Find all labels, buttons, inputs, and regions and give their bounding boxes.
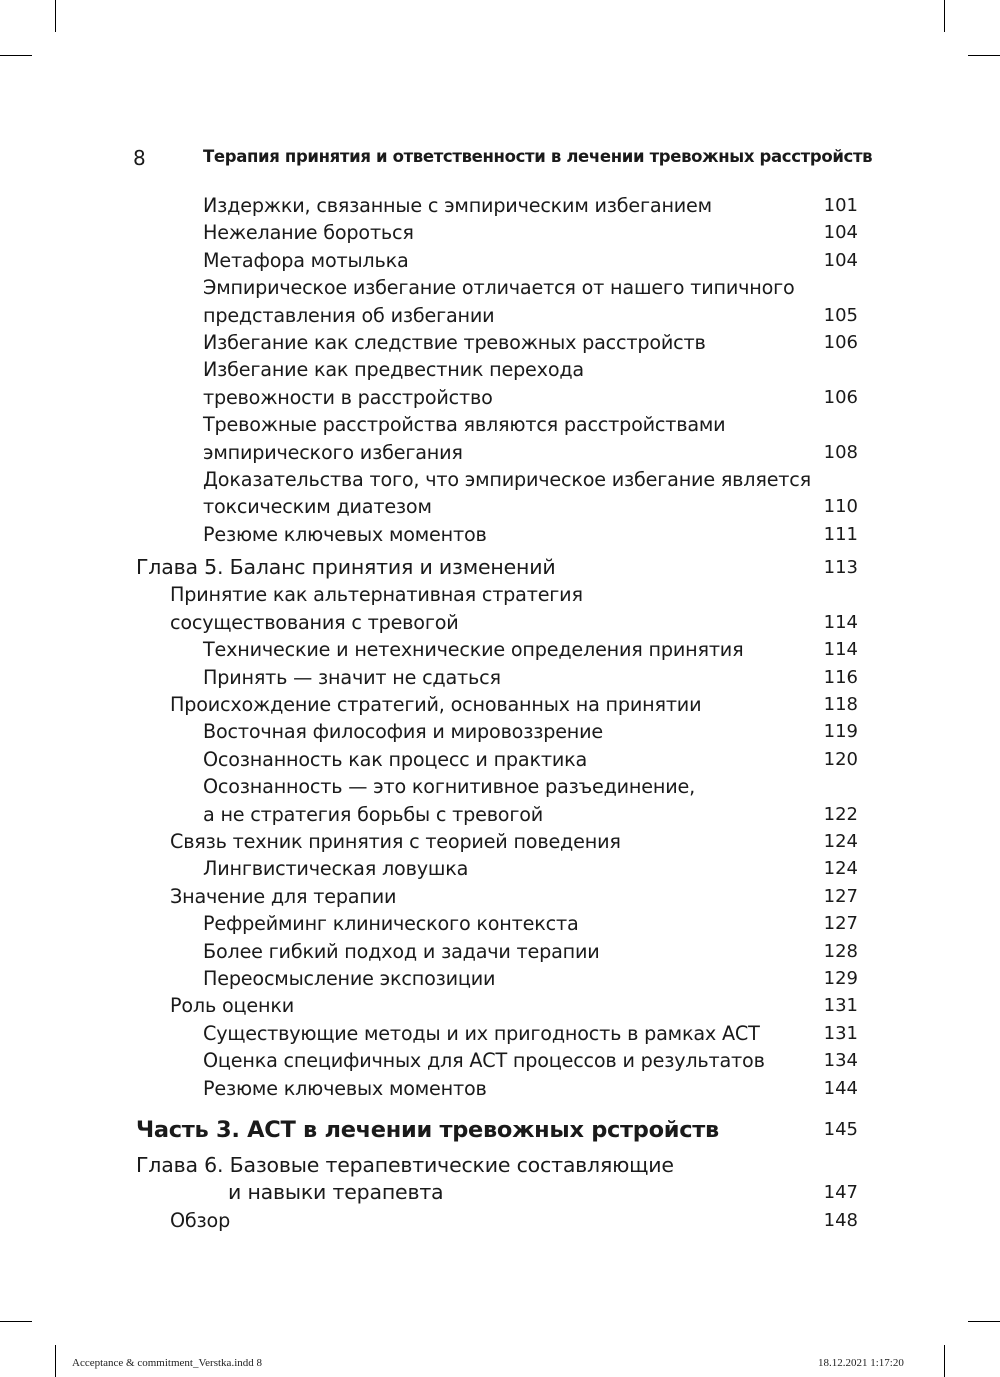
toc-entry	[0, 356, 1000, 411]
toc-entry-page: 104	[823, 222, 858, 244]
toc-entry-page: 148	[823, 1209, 858, 1231]
crop-mark	[944, 1345, 945, 1377]
toc-entry-page: 129	[823, 967, 858, 989]
toc-entry	[0, 691, 1000, 718]
toc-entry-title: Глава 5. Баланс принятия и изменений	[136, 555, 556, 580]
toc-entry-title: Связь техник принятия с теорией поведения	[170, 829, 621, 853]
toc-entry-page: 116	[823, 666, 858, 688]
toc-entry-page: 134	[823, 1050, 858, 1072]
toc-entry-title: представления об избегании	[203, 303, 495, 327]
toc-entry-title: Происхождение стратегий, основанных на принятии	[170, 693, 702, 717]
toc-entry	[0, 965, 1000, 992]
toc-entry-title: Принять — значит не сдаться	[203, 665, 501, 689]
crop-mark	[968, 55, 1000, 56]
toc-entry-page: 114	[823, 611, 858, 633]
toc-entry-title: Глава 6. Базовые терапевтические составляющие	[136, 1152, 674, 1177]
crop-mark	[0, 55, 32, 56]
slug-filename: Acceptance & commitment_Verstka.indd 8	[72, 1357, 262, 1369]
toc-entry-title: Часть 3. АСТ в лечении тревожных рстройств	[136, 1116, 719, 1143]
toc-entry-page: 147	[823, 1182, 858, 1204]
toc-entry	[0, 521, 1000, 548]
toc-entry	[0, 1152, 1000, 1207]
slug-datetime: 18.12.2021 1:17:20	[818, 1357, 904, 1369]
toc-entry	[0, 938, 1000, 965]
toc-entry	[0, 746, 1000, 773]
toc-entry-title: токсическим диатезом	[203, 495, 432, 519]
toc-entry-title: Переосмысление экспозиции	[203, 966, 496, 990]
toc-entry-title: Осознанность — это когнитивное разъединение,	[203, 775, 695, 799]
toc-entry	[0, 581, 1000, 636]
toc-entry-page: 110	[823, 496, 858, 518]
running-title: Терапия принятия и ответственности в лечении тревожных расстройств	[203, 147, 873, 166]
toc-entry-title: Рефрейминг клинического контекста	[203, 912, 579, 936]
toc-entry	[0, 1047, 1000, 1074]
toc-entry	[0, 192, 1000, 219]
table-of-contents	[0, 192, 1000, 1234]
toc-entry-title: и навыки терапевта	[228, 1180, 444, 1205]
toc-entry-title: Лингвистическая ловушка	[203, 857, 469, 881]
crop-mark	[55, 0, 56, 32]
toc-entry-page: 131	[823, 995, 858, 1017]
toc-entry-title: Доказательства того, что эмпирическое избегание является	[203, 467, 811, 491]
toc-entry-title: Эмпирическое избегание отличается от нашего типичного	[203, 276, 795, 300]
toc-entry-title: Резюме ключевых моментов	[203, 522, 487, 546]
toc-entry-title: Осознанность как процесс и практика	[203, 747, 588, 771]
toc-entry-page: 105	[823, 304, 858, 326]
toc-entry-page: 106	[823, 331, 858, 353]
toc-entry	[0, 992, 1000, 1019]
page-number: 8	[133, 146, 146, 170]
toc-entry-page: 124	[823, 858, 858, 880]
toc-entry	[0, 636, 1000, 663]
toc-entry	[0, 773, 1000, 828]
toc-entry-page: 113	[823, 557, 858, 579]
toc-entry	[0, 219, 1000, 246]
toc-entry-title: Обзор	[170, 1208, 231, 1232]
crop-mark	[968, 1321, 1000, 1322]
crop-mark	[944, 0, 945, 32]
toc-entry	[0, 274, 1000, 329]
toc-entry	[0, 554, 1000, 581]
toc-entry-title: Восточная философия и мировоззрение	[203, 720, 604, 744]
toc-entry-title: Избегание как следствие тревожных расстройств	[203, 330, 706, 354]
toc-entry-page: 144	[823, 1077, 858, 1099]
toc-entry	[0, 1207, 1000, 1234]
toc-entry-title: Оценка специфичных для АСТ процессов и результатов	[203, 1049, 765, 1073]
toc-entry-page: 114	[823, 639, 858, 661]
toc-entry-page: 101	[823, 195, 858, 216]
toc-entry	[0, 247, 1000, 274]
toc-entry-title: Роль оценки	[170, 994, 294, 1018]
toc-entry	[0, 1114, 1000, 1146]
toc-entry	[0, 329, 1000, 356]
toc-entry-title: эмпирического избегания	[203, 440, 463, 464]
toc-entry	[0, 883, 1000, 910]
toc-entry	[0, 466, 1000, 521]
toc-entry-page: 128	[823, 940, 858, 962]
toc-entry	[0, 411, 1000, 466]
toc-entry	[0, 664, 1000, 691]
toc-entry-title: Существующие методы и их пригодность в рамках АСТ	[203, 1021, 760, 1045]
toc-entry-page: 122	[823, 803, 858, 825]
toc-entry-page: 118	[823, 694, 858, 716]
toc-entry-page: 119	[823, 721, 858, 743]
toc-entry-title: Тревожные расстройства являются расстройствами	[203, 413, 726, 437]
toc-entry-page: 111	[823, 523, 858, 545]
toc-entry-page: 124	[823, 830, 858, 852]
crop-mark	[0, 1321, 32, 1322]
toc-entry-title: Издержки, связанные с эмпирическим избеганием	[203, 194, 712, 217]
toc-entry-title: Метафора мотылька	[203, 248, 409, 272]
toc-entry-title: Значение для терапии	[170, 884, 397, 908]
toc-entry-page: 127	[823, 913, 858, 935]
toc-entry-page: 131	[823, 1022, 858, 1044]
toc-entry	[0, 1020, 1000, 1047]
toc-entry-title: Избегание как предвестник перехода	[203, 358, 584, 382]
toc-entry-page: 145	[823, 1118, 858, 1140]
toc-entry-page: 104	[823, 249, 858, 271]
toc-entry-page: 127	[823, 885, 858, 907]
toc-entry-title: сосуществования с тревогой	[170, 610, 459, 634]
toc-entry	[0, 855, 1000, 882]
toc-entry	[0, 1075, 1000, 1102]
toc-entry	[0, 828, 1000, 855]
toc-entry	[0, 718, 1000, 745]
toc-entry-title: а не стратегия борьбы с тревогой	[203, 802, 544, 826]
toc-entry-title: тревожности в расстройство	[203, 385, 493, 409]
toc-entry	[0, 910, 1000, 937]
toc-entry-title: Принятие как альтернативная стратегия	[170, 583, 583, 607]
toc-entry-page: 108	[823, 441, 858, 463]
toc-entry-title: Более гибкий подход и задачи терапии	[203, 939, 600, 963]
toc-entry-title: Резюме ключевых моментов	[203, 1076, 487, 1100]
toc-entry-title: Нежелание бороться	[203, 221, 414, 245]
toc-entry-page: 106	[823, 386, 858, 408]
toc-entry-page: 120	[823, 748, 858, 770]
crop-mark	[55, 1345, 56, 1377]
toc-entry-title: Технические и нетехнические определения принятия	[203, 638, 744, 662]
